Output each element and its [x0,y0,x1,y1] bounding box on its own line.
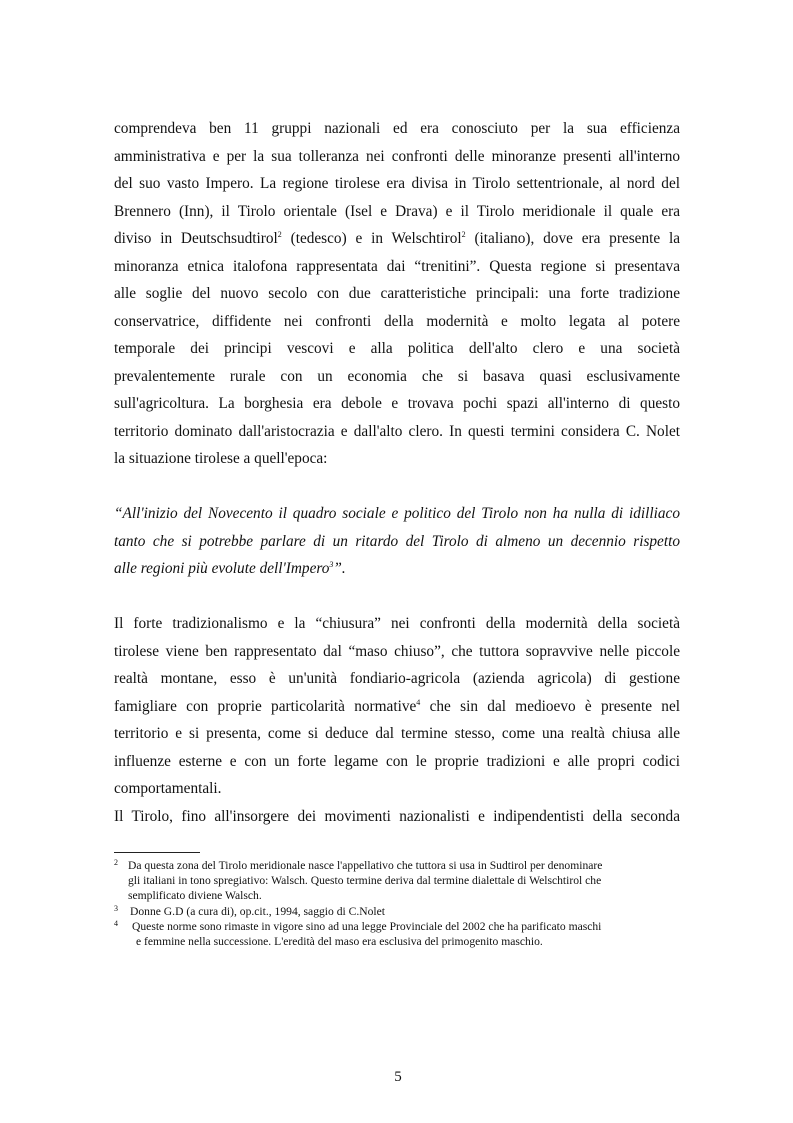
text-line: diviso in Deutschsudtirol$^2$ (tedesco) e in Welschtirol$^2$ (italiano), dove era presente la [114,229,680,247]
text-line: sull'agricoltura. La borghesia era debole e trovava pochi spazi all'interno di questo [114,395,680,412]
text-line: comprendeva ben 11 gruppi nazionali ed era conosciuto per la sua efficienza [114,120,680,137]
footnote-number: 4 [114,919,118,928]
text-line: realtà montane, esso è un'unità fondiario-agricola (azienda agricola) di gestione [114,670,680,687]
footnote-line: e femmine nella successione. L'eredità del maso era esclusiva del primogenito maschio. [136,935,543,948]
quote-line: “All'inizio del Novecento il quadro sociale e politico del Tirolo non ha nulla di idilliaco [114,505,680,522]
text-line: prevalentemente rurale con un economia che si basava quasi esclusivamente [114,367,680,385]
text-line: Brennero (Inn), il Tirolo orientale (Isel e Drava) e il Tirolo meridionale il quale era [114,202,680,220]
footnote-ref-2[interactable]: 2 [277,229,282,239]
page-number: 5 [394,1069,402,1085]
footnote-line: Donne G.D (a cura di), op.cit., 1994, saggio di C.Nolet [130,905,386,918]
text-line: temporale dei principi vescovi e alla politica dell'alto clero e una società [114,340,680,357]
text-line: la situazione tirolese a quell'epoca: [114,450,328,467]
footnote-ref-4[interactable]: 4 [416,697,421,707]
footnote-number: 2 [114,858,118,867]
text-line: famigliare con proprie particolarità normative$^4$ che sin dal medioevo è presente nel [114,697,680,715]
quote-line: tanto che si potrebbe parlare di un ritardo del Tirolo di almeno un decennio rispetto [114,532,680,550]
text-line: amministrativa e per la sua tolleranza nei confronti delle minoranze presenti all'interno [114,147,680,165]
text-line: alle soglie del nuovo secolo con due caratteristiche principali: una forte tradizione [114,285,680,302]
footnote-line: semplificato diviene Walsch. [128,889,262,902]
block-quote [114,500,680,583]
footnote-ref-2b[interactable]: 2 [461,229,466,239]
footnote-2 [114,858,694,903]
footnote-3 [114,904,694,919]
text-line: territorio dominato dall'aristocrazia e dall'alto clero. In questi termini considera C. Nolet [114,422,680,440]
text-line: minoranza etnica italofona rappresentata dai “trenitini”. Questa regione si presentava [114,257,680,275]
body-paragraph-2 [114,610,680,803]
quote-line: alle regioni più evolute dell'Impero$^3$”. [114,559,346,577]
footnote-line: Queste norme sono rimaste in vigore sino ad una legge Provinciale del 2002 che ha parificato maschi [132,920,602,933]
footnote-4 [114,919,694,949]
body-paragraph-3 [114,803,680,831]
footnote-ref-3[interactable]: 3 [329,559,334,569]
text-line: comportamentali. [114,780,222,797]
text-line: Il forte tradizionalismo e la “chiusura” nei confronti della modernità della società [114,615,680,632]
text-line: del suo vasto Impero. La regione tirolese era divisa in Tirolo settentrionale, al nord del [114,175,680,192]
text-line: territorio e si presenta, come si deduce dal termine stesso, come una realtà chiusa alle [114,725,680,742]
text-line: tirolese viene ben rappresentato dal “maso chiuso”, che tuttora sopravvive nelle piccole [114,642,680,660]
text-line: Il Tirolo, fino all'insorgere dei movimenti nazionalisti e indipendentisti della seconda [114,808,680,825]
footnote-separator [114,852,200,853]
footnote-line: gli italiani in tono spregiativo: Walsch. Questo termine deriva dal termine dialettale di Welschtirol che [128,874,602,887]
text-line: influenze esterne e con un forte legame con le proprie tradizioni e alle propri codici [114,752,680,770]
footnote-number: 3 [114,904,118,913]
text-line: conservatrice, diffidente nei confronti della modernità e molto legata al potere [114,312,680,330]
footnote-line: Da questa zona del Tirolo meridionale nasce l'appellativo che tuttora si usa in Sudtirol per denominare [128,859,603,872]
body-paragraph-1 [114,115,680,473]
